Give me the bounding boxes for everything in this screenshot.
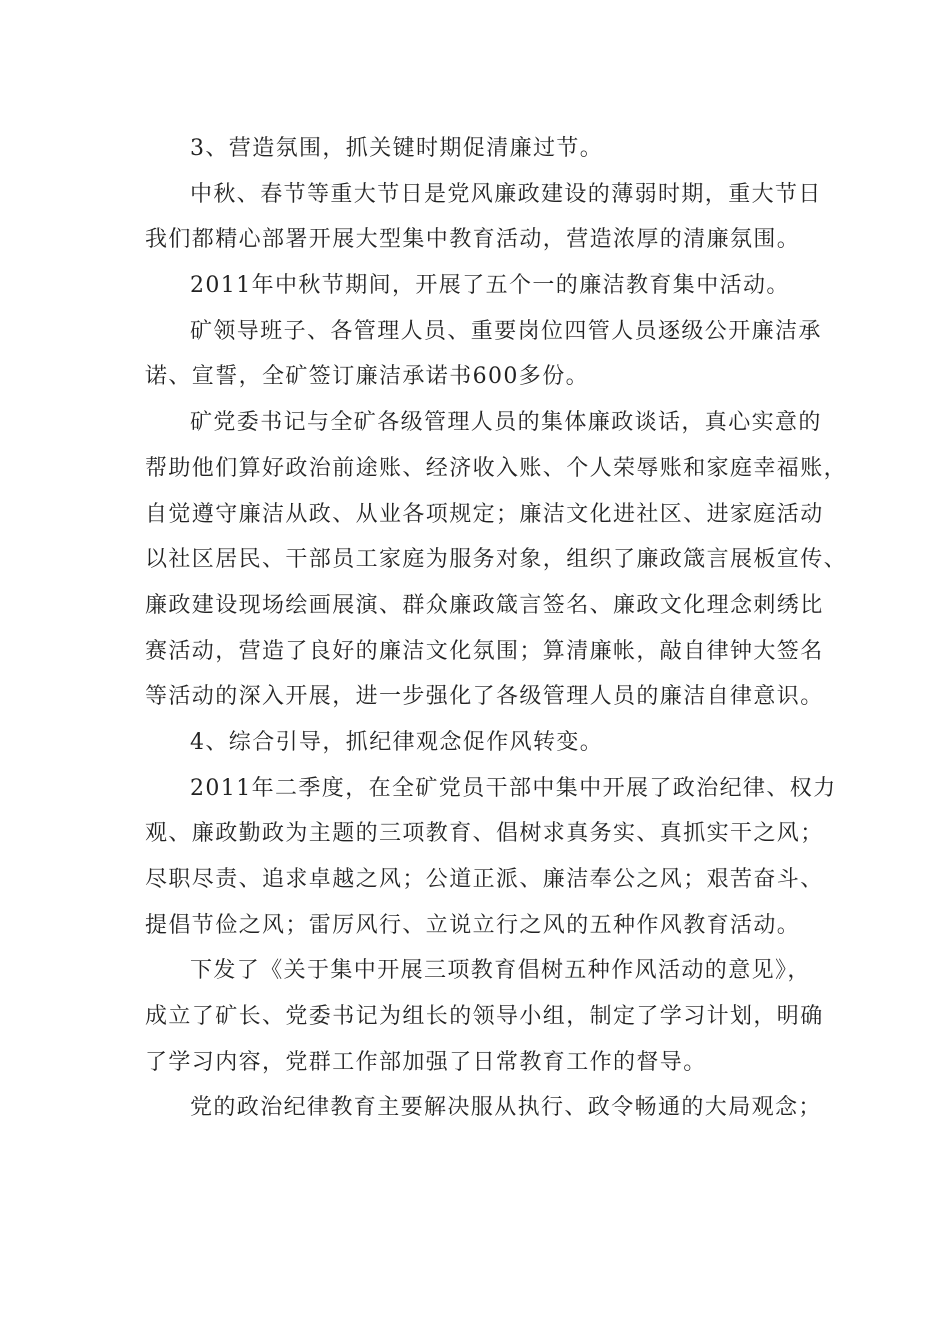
paragraph-line: 诺、宣誓，全矿签订廉洁承诺书600多份。 — [145, 364, 589, 390]
paragraph-line: 我们都精心部署开展大型集中教育活动，营造浓厚的清廉氛围。 — [145, 227, 801, 253]
paragraph-line: 2011年二季度，在全矿党员干部中集中开展了政治纪律、权力 — [190, 775, 837, 801]
paragraph-line: 廉政建设现场绘画展演、群众廉政箴言签名、廉政文化理念刺绣比 — [145, 592, 824, 618]
paragraph-line: 提倡节俭之风；雷厉风行、立说立行之风的五种作风教育活动。 — [145, 912, 801, 938]
paragraph-line: 观、廉政勤政为主题的三项教育、倡树求真务实、真抓实干之风； — [145, 821, 824, 847]
heading-3: 3、营造氛围，抓关键时期促清廉过节。 — [190, 136, 604, 161]
document-body — [145, 126, 848, 1131]
paragraph-line: 中秋、春节等重大节日是党风廉政建设的薄弱时期，重大节日 — [190, 181, 822, 207]
paragraph-line: 以社区居民、干部员工家庭为服务对象，组织了廉政箴言展板宣传、 — [145, 547, 848, 573]
paragraph-line: 矿领导班子、各管理人员、重要岗位四管人员逐级公开廉洁承 — [190, 318, 822, 344]
paragraph-line: 2011年中秋节期间，开展了五个一的廉洁教育集中活动。 — [190, 273, 790, 299]
paragraph-line: 帮助他们算好政治前途账、经济收入账、个人荣辱账和家庭幸福账， — [145, 455, 848, 481]
heading-4: 4、综合引导，抓纪律观念促作风转变。 — [190, 729, 604, 755]
paragraph-line: 了学习内容，党群工作部加强了日常教育工作的督导。 — [145, 1049, 707, 1075]
paragraph-line: 党的政治纪律教育主要解决服从执行、政令畅通的大局观念； — [190, 1095, 822, 1121]
paragraph-line: 赛活动，营造了良好的廉洁文化氛围；算清廉帐，敲自律钟大签名 — [145, 638, 824, 664]
paragraph-line: 下发了《关于集中开展三项教育倡树五种作风活动的意见》， — [190, 958, 811, 984]
paragraph-line: 矿党委书记与全矿各级管理人员的集体廉政谈话，真心实意的 — [190, 410, 822, 436]
paragraph-line: 等活动的深入开展，进一步强化了各级管理人员的廉洁自律意识。 — [145, 684, 824, 710]
paragraph-line: 成立了矿长、党委书记为组长的领导小组，制定了学习计划，明确 — [145, 1004, 824, 1030]
paragraph-line: 自觉遵守廉洁从政、从业各项规定；廉洁文化进社区、进家庭活动 — [145, 501, 824, 527]
paragraph-line: 尽职尽责、追求卓越之风；公道正派、廉洁奉公之风；艰苦奋斗、 — [145, 867, 824, 892]
